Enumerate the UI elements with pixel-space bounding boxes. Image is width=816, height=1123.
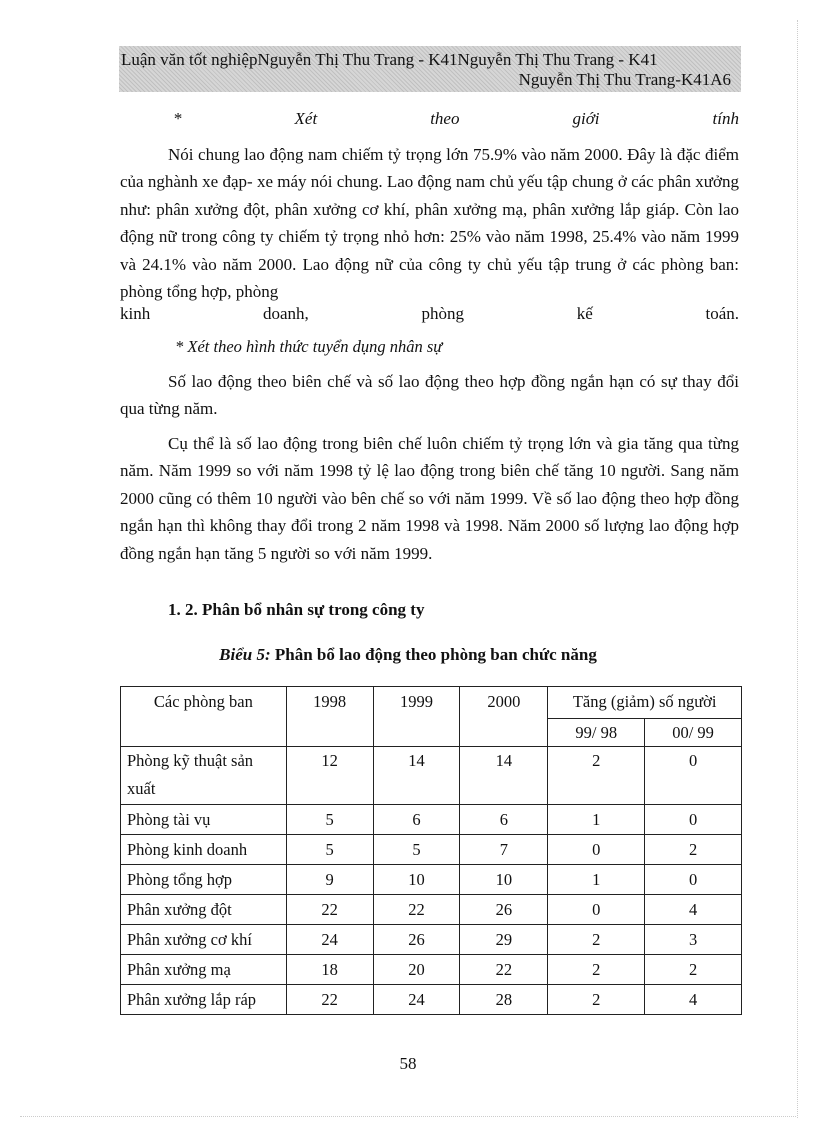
header-00-99: 00/ 99 [645,719,742,747]
cell-1999: 26 [373,925,460,955]
paragraph-detail: Cụ thể là số lao động trong biên chế luôn chiếm tỷ trọng lớn và gia tăng qua từng năm. Năm 1999 so với năm 1998 tỷ lệ lao động trong biên chế tăng 10 người. Sang năm 2000 cũng có thêm 10 người vào bên chế so với năm 1999. Về số lao động theo hợp đồng ngắn hạn thì không thay đổi trong 2 năm 1998 và 1998. Năm 2000 số lượng lao động hợp đồng ngắn hạn tăng 5 người so với năm 1999. [120,434,739,563]
table-caption [0,645,816,665]
gender-heading [173,108,739,130]
cell-1999: 24 [373,985,460,1015]
header-line-1: Luận văn tốt nghiệpNguyễn Thị Thu Trang - K41Nguyễn Thị Thu Trang - K41 [121,50,658,69]
table-row [121,805,742,835]
cell-1998: 5 [286,805,373,835]
cell-department: Phân xưởng cơ khí [121,925,287,955]
section-title: 1. 2. Phân bổ nhân sự trong công ty [168,600,425,619]
cell-2000: 29 [460,925,548,955]
cell-1999: 22 [373,895,460,925]
table-row [121,955,742,985]
cell-1998: 9 [286,865,373,895]
table-row [121,985,742,1015]
cell-change-99-98: 1 [548,805,645,835]
table-row [121,895,742,925]
header-1999: 1999 [373,687,460,747]
cell-1998: 22 [286,985,373,1015]
cell-change-00-99: 2 [645,835,742,865]
gender-heading-word: giới [572,109,600,128]
cell-1999: 14 [373,747,460,805]
cell-2000: 28 [460,985,548,1015]
cell-change-99-98: 2 [548,747,645,805]
cell-2000: 6 [460,805,548,835]
header-2000: 2000 [460,687,548,747]
table-header-row [121,687,742,719]
cell-change-00-99: 3 [645,925,742,955]
gender-heading-word: tính [712,109,739,128]
table-row [121,925,742,955]
cell-1998: 24 [286,925,373,955]
gender-heading-word: theo [430,109,460,128]
cell-department: Phòng tổng hợp [121,865,287,895]
paragraph-gender-last-line: kinh doanh, phòng kế toán. [120,304,739,323]
cell-1999: 6 [373,805,460,835]
page-border-bottom [20,1116,796,1117]
header-line-2: Nguyễn Thị Thu Trang-K41A6 [518,70,731,89]
cell-1998: 12 [286,747,373,805]
header-1998: 1998 [286,687,373,747]
gender-heading-word: Xét [294,109,318,128]
cell-change-99-98: 2 [548,985,645,1015]
cell-change-99-98: 0 [548,895,645,925]
header-change: Tăng (giảm) số người [548,687,742,719]
paragraph-recruitment: Số lao động theo biên chế và số lao động theo hợp đồng ngắn hạn có sự thay đổi qua từng năm. [120,372,739,419]
table-row [121,835,742,865]
cell-department: Phòng kỹ thuật sản xuất [121,747,287,805]
cell-change-00-99: 0 [645,747,742,805]
cell-department: Phân xưởng mạ [121,955,287,985]
cell-change-00-99: 4 [645,985,742,1015]
cell-1999: 5 [373,835,460,865]
cell-change-99-98: 2 [548,925,645,955]
cell-1998: 5 [286,835,373,865]
table-caption-label: Biểu 5: [219,645,271,664]
cell-2000: 7 [460,835,548,865]
recruitment-heading: * Xét theo hình thức tuyển dụng nhân sự [175,337,443,356]
staff-distribution-table [120,686,742,1015]
header-departments: Các phòng ban [121,687,287,747]
cell-department: Phân xưởng đột [121,895,287,925]
page-number: 58 [399,1054,417,1073]
table-row [121,747,742,805]
cell-department: Phòng kinh doanh [121,835,287,865]
cell-department: Phòng tài vụ [121,805,287,835]
cell-change-00-99: 0 [645,805,742,835]
cell-change-99-98: 0 [548,835,645,865]
cell-2000: 10 [460,865,548,895]
cell-1998: 22 [286,895,373,925]
page-border-right [797,20,798,1118]
cell-1999: 10 [373,865,460,895]
table-row [121,865,742,895]
cell-2000: 22 [460,955,548,985]
cell-2000: 26 [460,895,548,925]
table-caption-text: Phân bổ lao động theo phòng ban chức năng [274,645,597,664]
header-99-98: 99/ 98 [548,719,645,747]
cell-1998: 18 [286,955,373,985]
cell-change-99-98: 2 [548,955,645,985]
cell-change-99-98: 1 [548,865,645,895]
cell-change-00-99: 0 [645,865,742,895]
gender-heading-word: * [173,109,182,128]
running-header [119,46,741,92]
cell-department: Phân xưởng lắp ráp [121,985,287,1015]
cell-2000: 14 [460,747,548,805]
paragraph-gender-body: Nói chung lao động nam chiếm tỷ trọng lớn 75.9% vào năm 2000. Đây là đặc điểm của nghành xe đạp- xe máy nói chung. Lao động nam chủ yếu tập chung ở các phân xưởng như: phân xưởng đột, phân xưởng cơ khí, phân xưởng mạ, phân xưởng lắp giáp. Còn lao động nữ trong công ty chiếm tỷ trọng nhỏ hơn: 25% vào năm 1998, 25.4% vào năm 1999 và 24.1% vào năm 2000. Lao động nữ của công ty chủ yếu tập trung ở các phòng ban: phòng tổng hợp, phòng [120,145,739,302]
cell-1999: 20 [373,955,460,985]
cell-change-00-99: 4 [645,895,742,925]
cell-change-00-99: 2 [645,955,742,985]
